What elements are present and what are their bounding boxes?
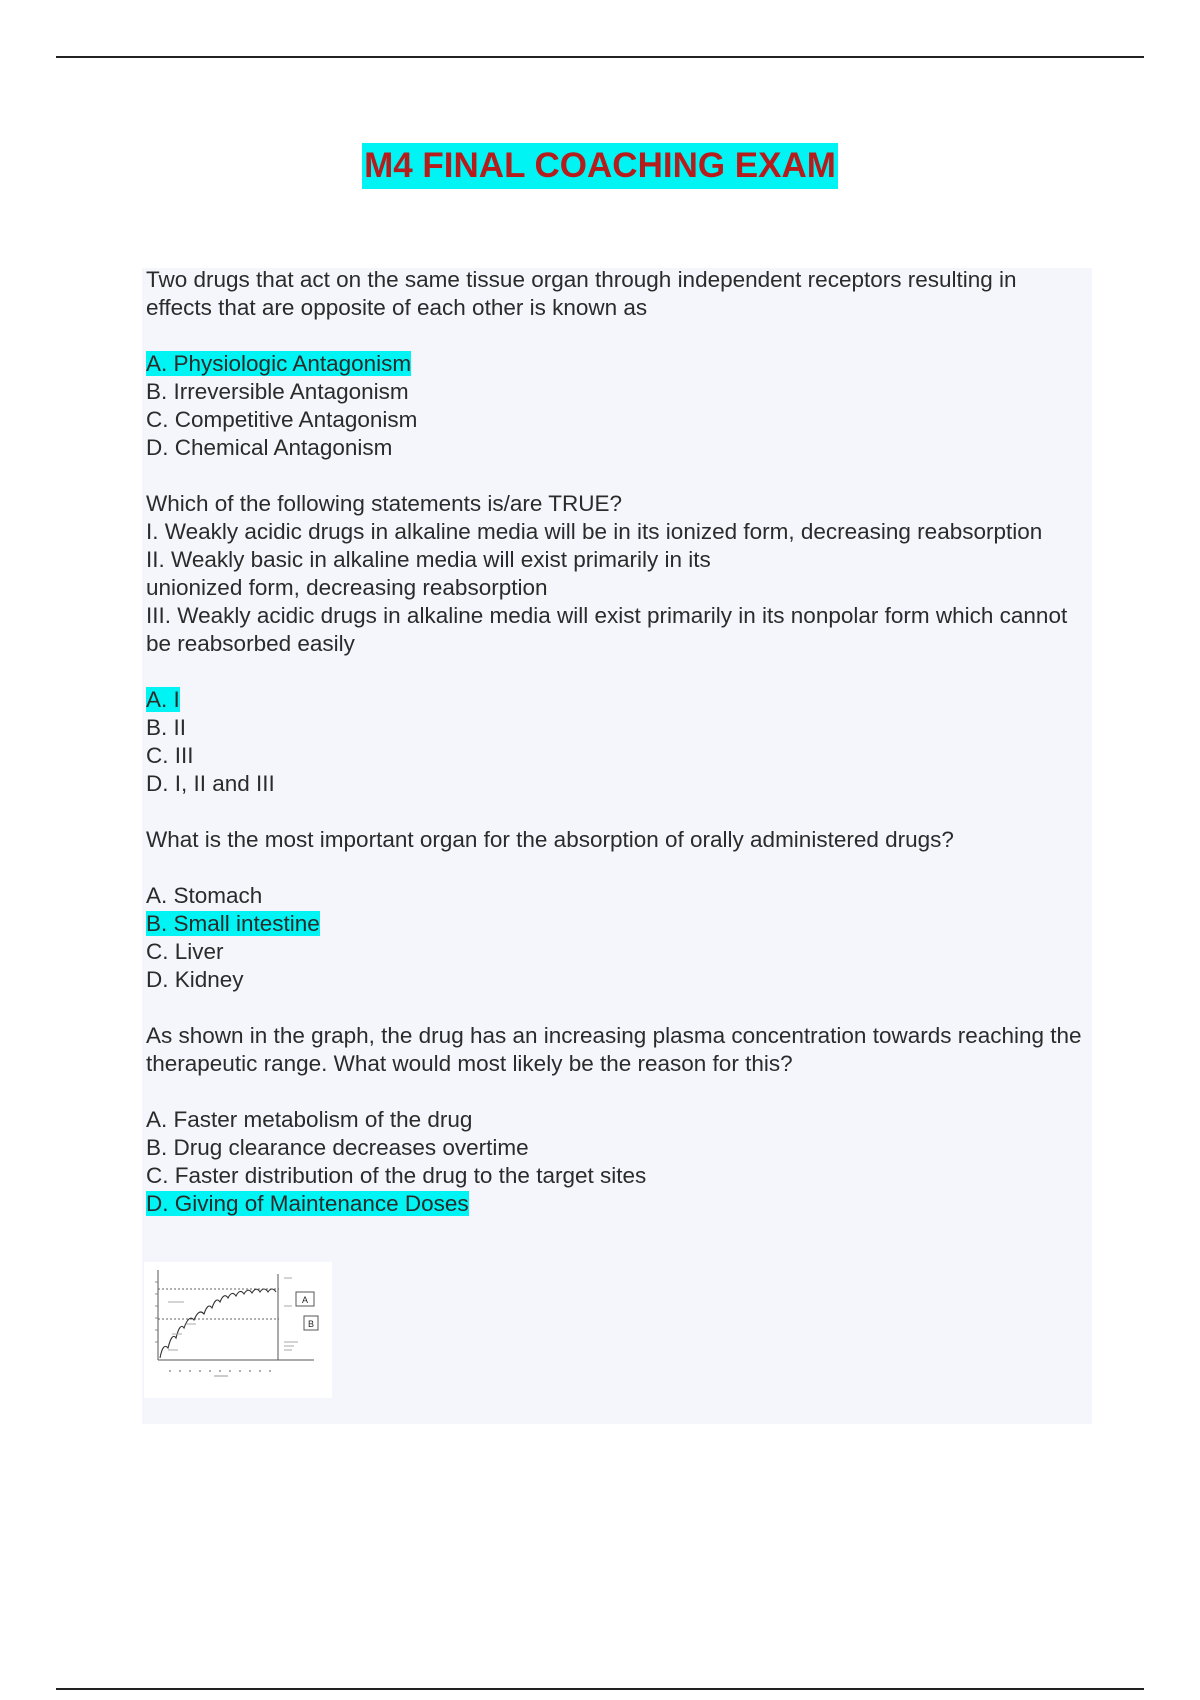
- question-4: [146, 1022, 1086, 1218]
- question-2: [146, 490, 1086, 798]
- question-3-option-a: A. Stomach: [146, 883, 263, 908]
- question-3-option-c: C. Liver: [146, 939, 224, 964]
- question-3-option-b: [146, 910, 1086, 938]
- question-2-option-c: C. III: [146, 743, 194, 768]
- question-4-option-c: C. Faster distribution of the drug to the target sites: [146, 1163, 647, 1188]
- title-container: [0, 143, 1200, 189]
- question-2-statement-2-cont: unionized form, decreasing reabsorption: [146, 575, 548, 600]
- question-2-option-a: [146, 686, 1086, 714]
- graph-figure: [144, 1262, 332, 1398]
- graph-label-b: B: [307, 1319, 315, 1329]
- top-rule: [56, 56, 1144, 58]
- bottom-rule: [56, 1688, 1144, 1690]
- answer-highlight: A. Physiologic Antagonism: [146, 351, 412, 376]
- question-2-stem: Which of the following statements is/are TRUE?: [146, 491, 623, 516]
- answer-highlight: B. Small intestine: [146, 911, 320, 936]
- question-1: [146, 266, 1086, 462]
- graph-label-a: A: [301, 1295, 309, 1305]
- exam-content: [146, 266, 1086, 1218]
- question-2-statement-2: II. Weakly basic in alkaline media will exist primarily in its: [146, 547, 711, 572]
- question-1-stem: Two drugs that act on the same tissue organ through independent receptors resulting in effects that are opposite of each other is known as: [146, 267, 1017, 320]
- question-2-option-d: D. I, II and III: [146, 771, 275, 796]
- page-title: M4 FINAL COACHING EXAM: [362, 143, 838, 189]
- question-2-statement-1: I. Weakly acidic drugs in alkaline media will be in its ionized form, decreasing reabsorption: [146, 519, 1043, 544]
- question-4-stem: As shown in the graph, the drug has an increasing plasma concentration towards reaching the therapeutic range. What would most likely be the reason for this?: [146, 1023, 1082, 1076]
- question-4-option-b: B. Drug clearance decreases overtime: [146, 1135, 529, 1160]
- graph-concentration-curve: [160, 1289, 276, 1358]
- question-1-option-b: B. Irreversible Antagonism: [146, 379, 409, 404]
- question-3-stem: What is the most important organ for the absorption of orally administered drugs?: [146, 827, 954, 852]
- question-1-option-d: D. Chemical Antagonism: [146, 435, 393, 460]
- question-1-option-c: C. Competitive Antagonism: [146, 407, 418, 432]
- question-3: [146, 826, 1086, 994]
- question-4-option-d: [146, 1190, 1086, 1218]
- question-2-statement-3: III. Weakly acidic drugs in alkaline media will exist primarily in its nonpolar form which cannot be reabsorbed easily: [146, 603, 1068, 656]
- graph-x-ticks: [169, 1370, 271, 1372]
- answer-highlight: A. I: [146, 687, 180, 712]
- question-2-option-b: B. II: [146, 715, 187, 740]
- plasma-concentration-graph: [144, 1262, 332, 1398]
- question-4-option-a: A. Faster metabolism of the drug: [146, 1107, 473, 1132]
- answer-highlight: D. Giving of Maintenance Doses: [146, 1191, 469, 1216]
- question-1-option-a: [146, 350, 1086, 378]
- question-3-option-d: D. Kidney: [146, 967, 244, 992]
